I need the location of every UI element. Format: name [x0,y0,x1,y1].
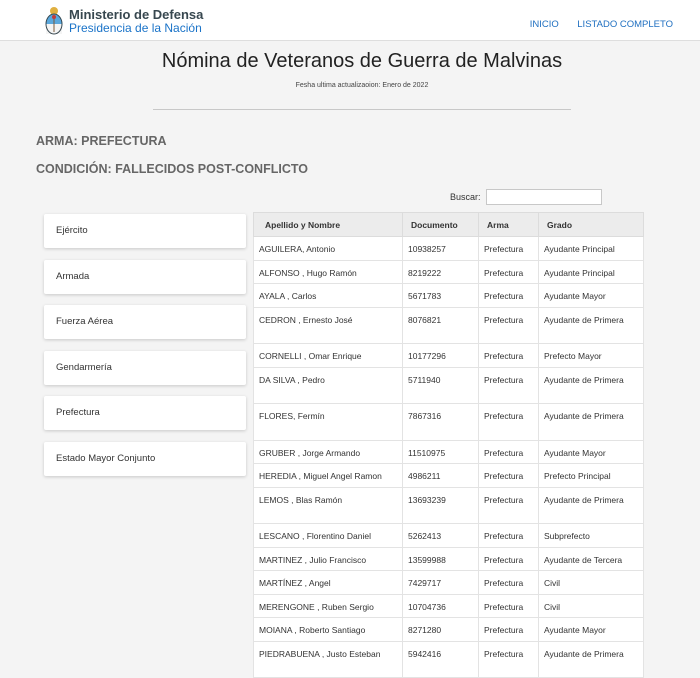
table-row [254,237,644,261]
cell-grado: Ayudante de Tercera [539,547,644,571]
table-body [254,237,644,678]
table-row [254,618,644,642]
cell-documento: 8271280 [403,618,479,642]
sidebar-item-armada[interactable]: Armada [44,260,246,294]
arma-heading: ARMA: PREFECTURA [36,134,167,148]
top-navbar [0,0,700,41]
sidebar-item-fuerza-aerea[interactable]: Fuerza Aérea [44,305,246,339]
cell-name: GRUBER , Jorge Armando [254,440,403,464]
table-row [254,547,644,571]
cell-grado: Ayudante de Primera [539,487,644,524]
cell-arma: Prefectura [479,641,539,678]
cell-grado: Civil [539,571,644,595]
cell-name: CEDRON , Ernesto José [254,307,403,344]
cell-arma: Prefectura [479,367,539,404]
cell-documento: 7867316 [403,404,479,441]
cell-arma: Prefectura [479,260,539,284]
table-row [254,404,644,441]
cell-arma: Prefectura [479,440,539,464]
cell-documento: 5942416 [403,641,479,678]
sidebar-item-prefectura[interactable]: Prefectura [44,396,246,430]
sidebar-nav [44,214,246,487]
cell-arma: Prefectura [479,464,539,488]
title-divider [153,109,571,110]
search-label: Buscar: [450,192,481,202]
cell-documento: 8219222 [403,260,479,284]
cell-documento: 5671783 [403,284,479,308]
veterans-table [253,212,644,678]
table-row [254,367,644,404]
cell-arma: Prefectura [479,487,539,524]
cell-grado: Ayudante de Primera [539,307,644,344]
cell-arma: Prefectura [479,524,539,548]
cell-name: AYALA , Carlos [254,284,403,308]
cell-name: ALFONSO , Hugo Ramón [254,260,403,284]
cell-grado: Prefecto Mayor [539,344,644,368]
last-update-date: Fesha ultima actualizaoion: Enero de 2022 [295,82,429,89]
nav-inicio-link[interactable]: INICIO [529,19,559,30]
cell-name: DA SILVA , Pedro [254,367,403,404]
cell-name: MARTINEZ , Julio Francisco [254,547,403,571]
brand-ministry: Ministerio de Defensa [69,7,204,22]
sidebar-item-gendarmeria[interactable]: Gendarmería [44,351,246,385]
cell-arma: Prefectura [479,237,539,261]
cell-arma: Prefectura [479,344,539,368]
cell-grado: Ayudante Mayor [539,284,644,308]
cell-arma: Prefectura [479,404,539,441]
column-header-arma[interactable]: Arma [479,213,539,237]
cell-name: MARTÍNEZ , Angel [254,571,403,595]
cell-documento: 10938257 [403,237,479,261]
cell-documento: 7429717 [403,571,479,595]
cell-documento: 11510975 [403,440,479,464]
sidebar-item-ejercito[interactable]: Ejército [44,214,246,248]
cell-arma: Prefectura [479,618,539,642]
table-row [254,344,644,368]
cell-arma: Prefectura [479,307,539,344]
table-row [254,464,644,488]
column-header-grado[interactable]: Grado [539,213,644,237]
cell-grado: Ayudante Mayor [539,440,644,464]
cell-grado: Ayudante Mayor [539,618,644,642]
veterans-table-container [253,212,624,678]
cell-documento: 5262413 [403,524,479,548]
table-row [254,440,644,464]
cell-documento: 4986211 [403,464,479,488]
cell-name: LEMOS , Blas Ramón [254,487,403,524]
table-row [254,641,644,678]
cell-arma: Prefectura [479,594,539,618]
cell-documento: 10704736 [403,594,479,618]
column-header-apellido-nombre[interactable]: Apellido y Nombre [254,213,403,237]
brand-presidency: Presidencia de la Nación [69,21,202,35]
cell-grado: Prefecto Principal [539,464,644,488]
table-header-row [254,213,644,237]
table-row [254,487,644,524]
condicion-heading: CONDICIÓN: FALLECIDOS POST-CONFLICTO [36,162,308,176]
cell-grado: Ayudante de Primera [539,641,644,678]
cell-grado: Ayudante de Primera [539,404,644,441]
table-row [254,571,644,595]
cell-grado: Ayudante Principal [539,260,644,284]
table-row [254,594,644,618]
cell-arma: Prefectura [479,284,539,308]
table-row [254,260,644,284]
cell-grado: Subprefecto [539,524,644,548]
cell-grado: Ayudante de Primera [539,367,644,404]
top-nav-links [516,14,673,32]
cell-name: AGUILERA, Antonio [254,237,403,261]
cell-documento: 13599988 [403,547,479,571]
cell-name: LESCANO , Florentino Daniel [254,524,403,548]
cell-documento: 5711940 [403,367,479,404]
column-header-documento[interactable]: Documento [403,213,479,237]
sidebar-item-estado-mayor-conjunto[interactable]: Estado Mayor Conjunto [44,442,246,476]
cell-name: FLORES, Fermín [254,404,403,441]
cell-arma: Prefectura [479,571,539,595]
cell-name: HEREDIA , Miguel Angel Ramon [254,464,403,488]
nav-listado-completo-link[interactable]: LISTADO COMPLETO [577,19,673,30]
cell-arma: Prefectura [479,547,539,571]
cell-name: CORNELLI , Omar Enrique [254,344,403,368]
cell-grado: Civil [539,594,644,618]
cell-documento: 13693239 [403,487,479,524]
cell-name: PIEDRABUENA , Justo Esteban [254,641,403,678]
cell-name: MERENGONE , Ruben Sergio [254,594,403,618]
table-row [254,524,644,548]
cell-name: MOIANA , Roberto Santiago [254,618,403,642]
cell-documento: 8076821 [403,307,479,344]
table-row [254,307,644,344]
search-input[interactable] [486,189,602,205]
cell-documento: 10177296 [403,344,479,368]
cell-grado: Ayudante Principal [539,237,644,261]
page-title: Nómina de Veteranos de Guerra de Malvinas [161,50,563,72]
table-row [254,284,644,308]
argentina-coat-of-arms-icon [44,5,64,35]
